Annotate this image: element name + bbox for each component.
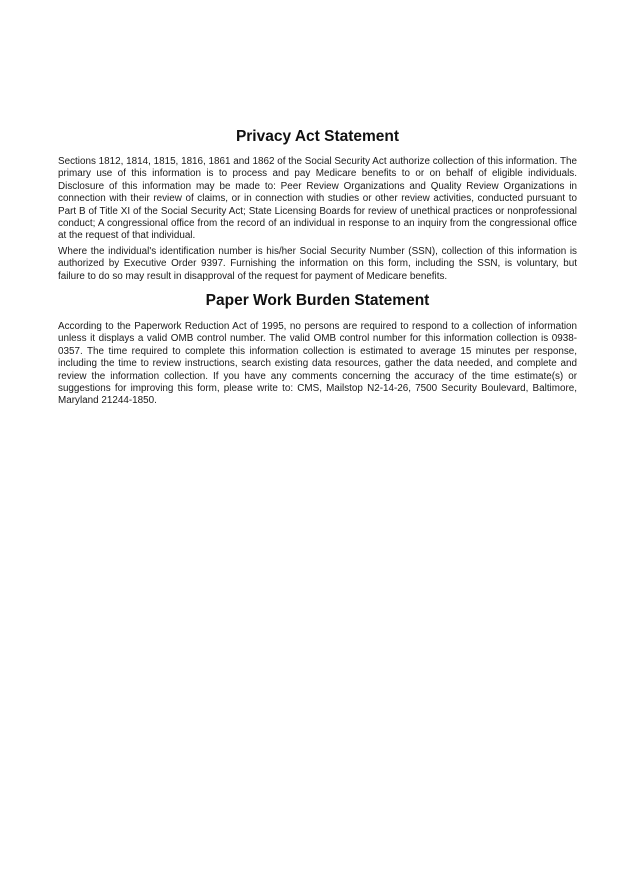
privacy-act-heading: Privacy Act Statement bbox=[235, 128, 400, 145]
paperwork-burden-paragraph: According to the Paperwork Reduction Act of 1995, no persons are required to respond to a collection of information unless it displays a valid OMB control number. The valid OMB control number for this information collection is 0938-0357. The time required to complete this information collection is estimated to average 15 minutes per response, including the time to review instructions, search existing data resources, gather the data needed, and complete and review the information collection. If you have any comments concerning the accuracy of the time estimate(s) or suggestions for improving this form, please write to: CMS, Mailstop N2-14-26, 7500 Security Boulevard, Baltimore, Maryland 21244-1850. bbox=[58, 321, 577, 407]
privacy-act-paragraph-authority: Sections 1812, 1814, 1815, 1816, 1861 and 1862 of the Social Security Act authorize collection of this information. The primary use of this information is to process and pay Medicare benefits to or on behalf of eligible individuals. Disclosure of this information may be made to: Peer Review Organizations and Quality Review Organizations in connection with their review of claims, or in connection with studies or other review activities, conducted pursuant to Part B of Title XI of the Social Security Act; State Licensing Boards for review of unethical practices or nonprofessional conduct; A congressional office from the record of an individual in response to an inquiry from the congressional office at the request of that individual. bbox=[58, 156, 577, 242]
privacy-act-paragraph-ssn: Where the individual's identification number is his/her Social Security Number (SSN), collection of this information is authorized by Executive Order 9397. Furnishing the information on this form, including the SSN, is voluntary, but failure to do so may result in disapproval of the request for payment of Medicare benefits. bbox=[58, 246, 577, 282]
paperwork-burden-heading: Paper Work Burden Statement bbox=[205, 292, 430, 309]
